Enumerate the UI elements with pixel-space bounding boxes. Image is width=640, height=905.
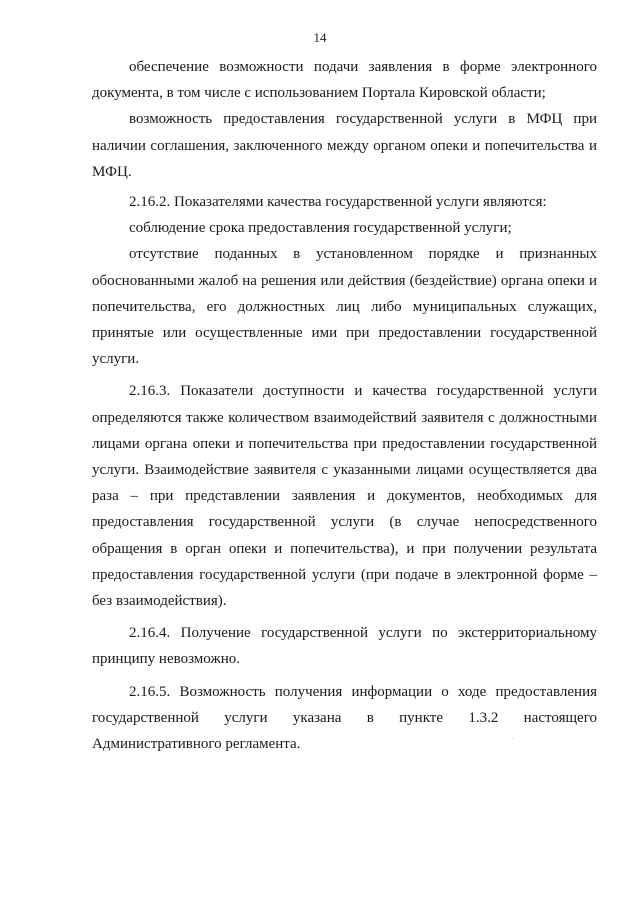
paragraph-mfc-possibility: возможность предоставления государственной услуги в МФЦ при наличии соглашения, заключенного между органом опеки и попечительства и МФЦ.: [92, 111, 597, 180]
paragraph-deadline-compliance: соблюдение срока предоставления государственной услуги;: [129, 220, 512, 237]
paragraph-progress-information: 2.16.5. Возможность получения информации о ходе предоставления государственной услуги указана в пункте 1.3.2 настоящего Административного регламента.: [92, 683, 597, 753]
paragraph-electronic-application: обеспечение возможности подачи заявления в форме электронного документа, в том числе с использованием Портала Кировской области;: [92, 59, 597, 102]
paragraph-accessibility-indicators: 2.16.3. Показатели доступности и качества государственной услуги определяются также количеством взаимодействий заявителя с должностными лицами органа опеки и попечительства при предоставлении государственной услуги. Взаимодействие заявителя с указанными лицами осуществляется два раза – при представлении заявления и документов, необходимых для предоставления государственной услуги (в случае непосредственного обращения в орган опеки и попечительства), и при получении результата предоставления государственной услуги (при подаче в электронной форме – без взаимодействия).: [92, 383, 597, 610]
paragraph-extraterritorial: 2.16.4. Получение государственной услуги по экстерриториальному принципу невозможно.: [92, 625, 597, 668]
scan-speck: [512, 738, 513, 739]
document-body: [92, 54, 597, 757]
paragraph-no-complaints: отсутствие поданных в установленном порядке и признанных обоснованными жалоб на решения или действия (бездействие) органа опеки и попечительства, его должностных лиц либо муниципальных служащих, принятые или осуществленные ими при предоставлении государственной услуги.: [92, 246, 597, 368]
paragraph-quality-indicators-heading: 2.16.2. Показателями качества государственной услуги являются:: [129, 194, 547, 211]
page-number: 14: [313, 30, 327, 45]
